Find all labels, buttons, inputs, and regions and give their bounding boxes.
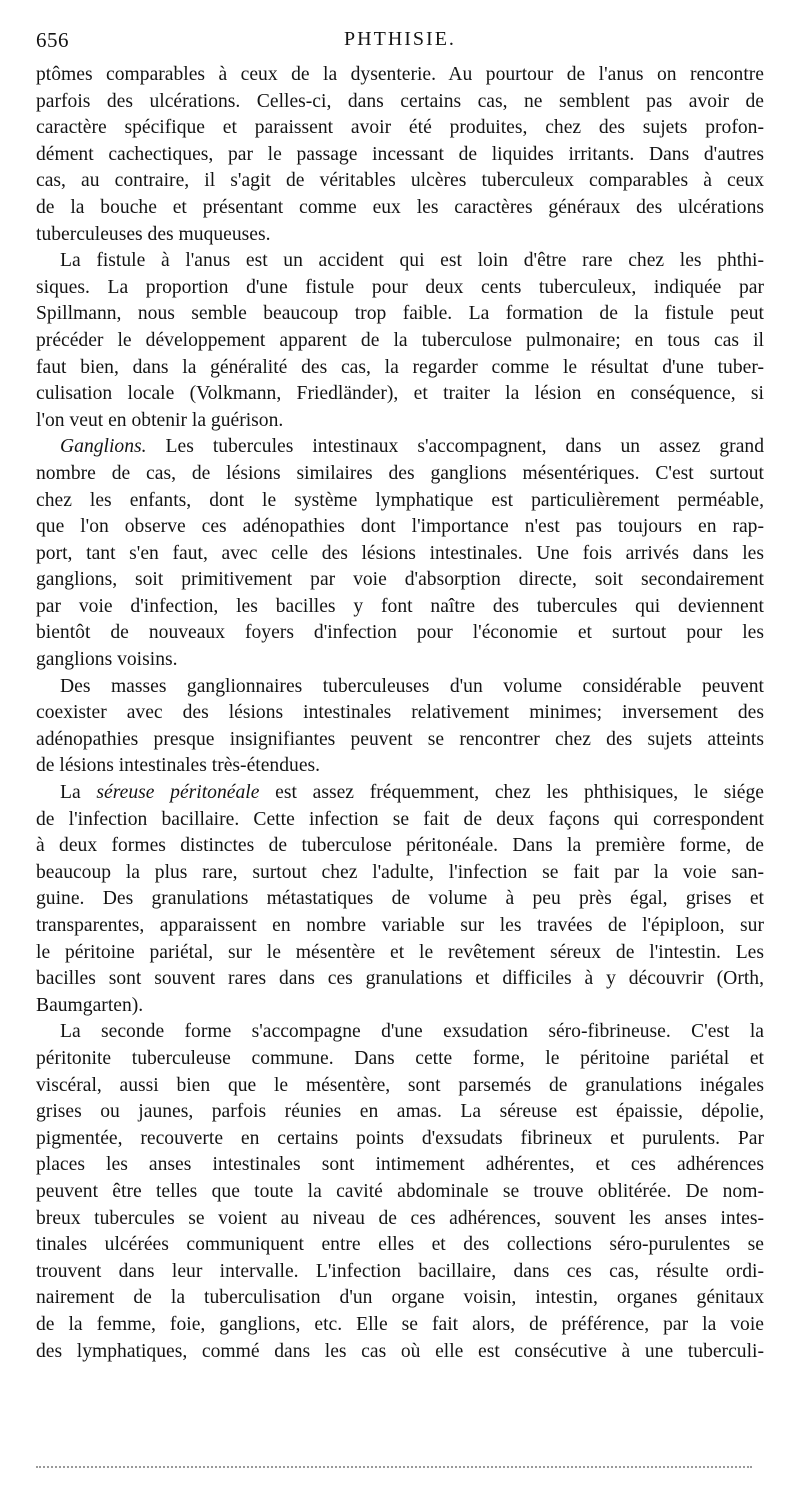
text-line: chez les enfants, dont le système lymphatique est particulièrement perméable, [36, 489, 764, 511]
text-line: tuberculeuses des muqueuses. [36, 223, 271, 245]
text-line: de lésions intestinales très-étendues. [36, 755, 321, 777]
text-line: l'on veut en obtenir la guérison. [36, 409, 284, 431]
italic-term: séreuse péritonéale [96, 782, 260, 804]
text-line: par voie d'infection, les bacilles y font naître des tubercules qui deviennent [36, 595, 764, 617]
text-line: culisation locale (Volkmann, Friedländer), et traiter la lésion en conséquence, si [36, 383, 764, 405]
text-line: précéder le développement apparent de la tuberculose pulmonaire; en tous cas il [36, 329, 764, 351]
text-line: tinales ulcérées communiquent entre elles et des collections séro-purulentes se [36, 1234, 764, 1256]
text-line: péritonite tuberculeuse commune. Dans cette forme, le péritoine pariétal et [36, 1047, 764, 1069]
text-line: bientôt de nouveaux foyers d'infection pour l'économie et surtout pour les [36, 622, 764, 644]
text-line: adénopathies presque insignifiantes peuvent se rencontrer chez des sujets atteints [36, 728, 764, 750]
text-line: La fistule à l'anus est un accident qui est loin d'être rare chez les phthi- [60, 250, 764, 272]
text-line: peuvent être telles que toute la cavité abdominale se trouve oblitérée. De nom- [36, 1180, 764, 1202]
text-line: places les anses intestinales sont intimement adhérentes, et ces adhérences [36, 1154, 764, 1176]
text-line: Spillmann, nous semble beaucoup trop faible. La formation de la fistule peut [36, 303, 764, 325]
text-line: ptômes comparables à ceux de la dysenterie. Au pourtour de l'anus on rencontre [36, 64, 764, 85]
text-line: cas, au contraire, il s'agit de véritables ulcères tuberculeux comparables à ceux [36, 170, 764, 192]
text-line: ganglions voisins. [36, 649, 178, 671]
running-title: PHTHISIE. [344, 28, 456, 50]
bleed-through-rule [36, 1466, 752, 1468]
text-line: grises ou jaunes, parfois réunies en amas. La séreuse est épaissie, dépolie, [36, 1101, 764, 1123]
text-line: siques. La proportion d'une fistule pour deux cents tuberculeux, indiquée par [36, 276, 764, 298]
page-number: 656 [36, 28, 69, 52]
text-line: breux tubercules se voient au niveau de ces adhérences, souvent les anses intes- [36, 1207, 764, 1229]
text-line: Des masses ganglionnaires tuberculeuses d'un volume considérable peuvent [60, 675, 764, 697]
text-line: parfois des ulcérations. Celles-ci, dans certains cas, ne semblent pas avoir de [36, 90, 764, 112]
text-line: Ganglions. Les tubercules intestinaux s'accompagnent, dans un assez grand [60, 436, 764, 458]
italic-term: Ganglions. [60, 436, 147, 458]
text-line: à deux formes distinctes de tuberculose péritonéale. Dans la première forme, de [36, 835, 764, 857]
running-head [36, 28, 764, 58]
text-line: coexister avec des lésions intestinales relativement minimes; inversement des [36, 702, 764, 724]
text-line: guine. Des granulations métastatiques de volume à peu près égal, grises et [36, 888, 764, 910]
text-line: le péritoine pariétal, sur le mésentère et le revêtement séreux de l'intestin. Les [36, 941, 764, 963]
text-line: bacilles sont souvent rares dans ces granulations et difficiles à y découvrir (Orth, [36, 968, 764, 990]
text-line: La seconde forme s'accompagne d'une exsudation séro-fibrineuse. C'est la [60, 1021, 764, 1043]
text-line: beaucoup la plus rare, surtout chez l'adulte, l'infection se fait par la voie san- [36, 861, 764, 883]
text-line: que l'on observe ces adénopathies dont l'importance n'est pas toujours en rap- [36, 516, 764, 538]
text-line: transparentes, apparaissent en nombre variable sur les travées de l'épiploon, sur [36, 915, 764, 936]
text-line: dément cachectiques, par le passage incessant de liquides irritants. Dans d'autres [36, 143, 764, 165]
text-line: viscéral, aussi bien que le mésentère, sont parsemés de granulations inégales [36, 1074, 764, 1096]
text-line: ganglions, soit primitivement par voie d'absorption directe, soit secondairement [36, 569, 764, 591]
text-line: port, tant s'en faut, avec celle des lésions intestinales. Une fois arrivés dans les [36, 542, 764, 564]
text-line: de la bouche et présentant comme eux les caractères généraux des ulcérations [36, 196, 764, 218]
text-line: La séreuse péritonéale est assez fréquemment, chez les phthisiques, le siége [60, 782, 764, 804]
text-line: de l'infection bacillaire. Cette infection se fait de deux façons qui correspondent [36, 808, 764, 830]
text-line: pigmentée, recouverte en certains points d'exsudats fibrineux et purulents. Par [36, 1127, 764, 1149]
text-line: des lymphatiques, commé dans les cas où elle est consécutive à une tuberculi- [36, 1340, 764, 1362]
text-line: trouvent dans leur intervalle. L'infection bacillaire, dans ces cas, résulte ordi- [36, 1260, 764, 1282]
text-line: de la femme, foie, ganglions, etc. Elle se fait alors, de préférence, par la voie [36, 1313, 764, 1335]
text-line: nombre de cas, de lésions similaires des ganglions mésentériques. C'est surtout [36, 462, 764, 484]
body-text [36, 62, 764, 1365]
text-line: caractère spécifique et paraissent avoir été produites, chez des sujets profon- [36, 117, 764, 139]
text-line: faut bien, dans la généralité des cas, la regarder comme le résultat d'une tuber- [36, 356, 764, 378]
text-line: nairement de la tuberculisation d'un organe voisin, intestin, organes génitaux [36, 1287, 764, 1309]
text-line: Baumgarten). [36, 994, 144, 1016]
